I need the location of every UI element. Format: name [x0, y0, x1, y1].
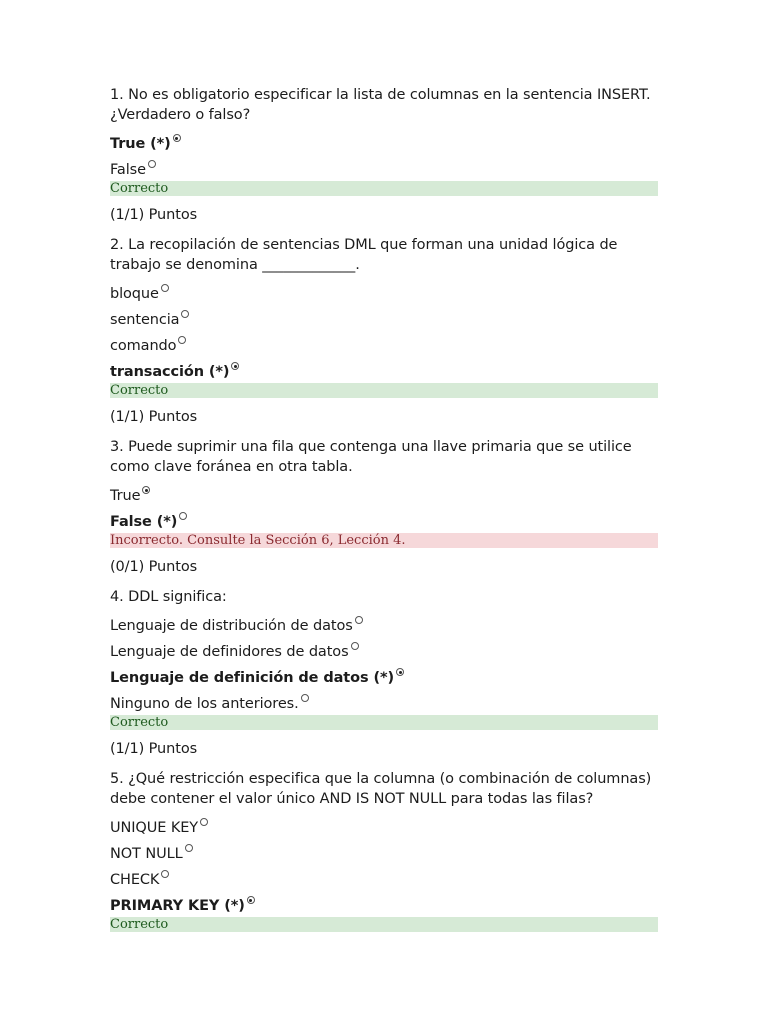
question-text: 4. DDL significa:	[110, 589, 227, 605]
result-correct-banner: Correcto	[110, 917, 658, 932]
answer-option-label: False	[110, 162, 146, 178]
question-text: 1. No es obligatorio especificar la lista de columnas en la sentencia INSERT. ¿Verdadero o falso?	[110, 87, 651, 123]
score-points: (1/1) Puntos	[110, 409, 198, 425]
radio-empty-icon[interactable]	[351, 642, 359, 650]
answer-option-label: NOT NULL	[110, 846, 183, 862]
radio-selected-icon[interactable]	[142, 486, 150, 494]
answer-option[interactable]	[110, 305, 658, 331]
question-1	[110, 85, 658, 225]
result-correct-banner: Correcto	[110, 715, 658, 730]
radio-selected-icon[interactable]	[396, 668, 404, 676]
question-text: 3. Puede suprimir una fila que contenga una llave primaria que se utilice como clave foránea en otra tabla.	[110, 439, 632, 475]
answer-option[interactable]	[110, 637, 658, 663]
question-2	[110, 235, 658, 427]
answer-option-label: sentencia	[110, 312, 180, 328]
radio-empty-icon[interactable]	[161, 870, 169, 878]
answer-option[interactable]	[110, 839, 658, 865]
question-text: 5. ¿Qué restricción especifica que la columna (o combinación de columnas) debe contener el valor único AND IS NOT NULL para todas las filas?	[110, 771, 652, 807]
answer-option[interactable]	[110, 663, 658, 689]
radio-empty-icon[interactable]	[161, 284, 169, 292]
radio-empty-icon[interactable]	[178, 336, 186, 344]
radio-selected-icon[interactable]	[173, 134, 181, 142]
result-correct-banner: Correcto	[110, 383, 658, 398]
answer-option-label: comando	[110, 338, 177, 354]
radio-selected-icon[interactable]	[231, 362, 239, 370]
answer-option[interactable]	[110, 507, 658, 533]
answer-option-label: Lenguaje de definición de datos (*)	[110, 670, 395, 686]
answer-option-label: UNIQUE KEY	[110, 820, 199, 836]
radio-empty-icon[interactable]	[185, 844, 193, 852]
answer-option-label: bloque	[110, 286, 159, 302]
answer-option[interactable]	[110, 357, 658, 383]
radio-empty-icon[interactable]	[200, 818, 208, 826]
answer-option[interactable]	[110, 155, 658, 181]
radio-empty-icon[interactable]	[148, 160, 156, 168]
quiz-results	[110, 85, 658, 932]
answer-option-label: True (*)	[110, 136, 171, 152]
radio-empty-icon[interactable]	[179, 512, 187, 520]
answer-option-label: transacción (*)	[110, 364, 230, 380]
score-points: (1/1) Puntos	[110, 207, 198, 223]
question-3	[110, 437, 658, 577]
question-text: 2. La recopilación de sentencias DML que forman una unidad lógica de trabajo se denomina _____________.	[110, 237, 618, 273]
answer-option[interactable]	[110, 331, 658, 357]
radio-selected-icon[interactable]	[247, 896, 255, 904]
answer-option[interactable]	[110, 481, 658, 507]
score-points: (1/1) Puntos	[110, 741, 198, 757]
answer-option-label: False (*)	[110, 514, 178, 530]
result-incorrect-banner: Incorrecto. Consulte la Sección 6, Lección 4.	[110, 533, 658, 548]
score-points: (0/1) Puntos	[110, 559, 198, 575]
answer-option[interactable]	[110, 689, 658, 715]
answer-option-label: Ninguno de los anteriores.	[110, 696, 299, 712]
answer-option[interactable]	[110, 865, 658, 891]
question-5	[110, 769, 658, 932]
answer-option[interactable]	[110, 891, 658, 917]
answer-option-label: Lenguaje de definidores de datos	[110, 644, 349, 660]
radio-empty-icon[interactable]	[181, 310, 189, 318]
answer-option[interactable]	[110, 813, 658, 839]
answer-option[interactable]	[110, 279, 658, 305]
result-correct-banner: Correcto	[110, 181, 658, 196]
answer-option-label: Lenguaje de distribución de datos	[110, 618, 353, 634]
answer-option-label: True	[110, 488, 141, 504]
answer-option[interactable]	[110, 611, 658, 637]
answer-option-label: PRIMARY KEY (*)	[110, 898, 245, 914]
answer-option[interactable]	[110, 129, 658, 155]
answer-option-label: CHECK	[110, 872, 160, 888]
radio-empty-icon[interactable]	[355, 616, 363, 624]
radio-empty-icon[interactable]	[301, 694, 309, 702]
question-4	[110, 587, 658, 759]
